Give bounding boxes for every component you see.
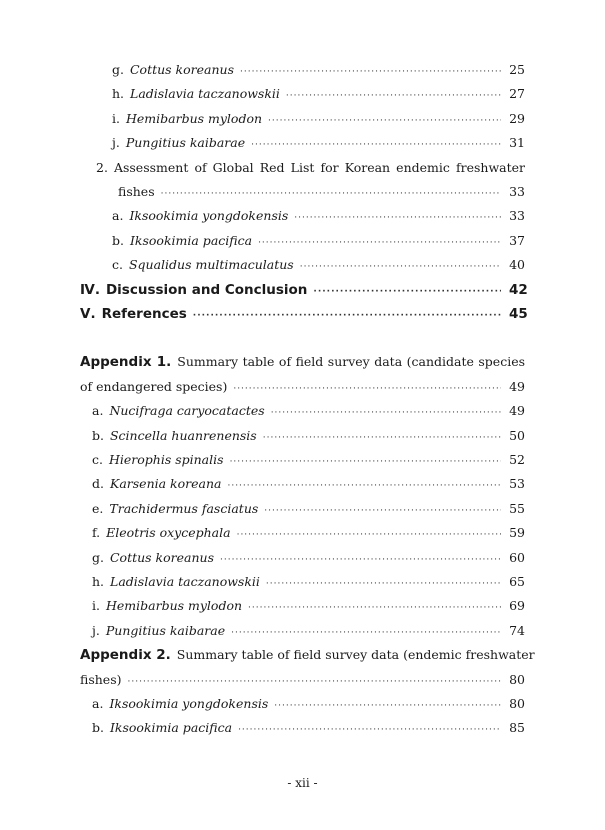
entry-page-number: 31 [509,135,525,151]
entry-title [110,426,257,446]
dot-leader [248,598,501,618]
entry-marker: e. [92,500,104,516]
entry-title [109,450,224,470]
entry-title-text: Pungitius kaibarae [105,622,226,638]
toc-entry[interactable] [92,450,525,470]
entry-title-text: Nucifraga caryocatactes [109,403,265,419]
entry-title-text: Cottus koreanus [109,549,215,565]
dot-leader [274,696,501,716]
appendix-heading-line1[interactable] [80,352,525,372]
entry-title [130,84,280,104]
entry-page-number: 49 [509,378,525,394]
entry-title [129,255,294,275]
entry-title [109,401,264,421]
entry-page-number: 25 [509,62,525,77]
entry-marker: b. [92,720,104,736]
dot-leader [266,574,501,594]
appendix-heading-line1[interactable] [80,645,535,665]
entry-title [106,280,307,300]
toc-entry[interactable] [92,621,525,641]
toc-entry[interactable] [112,60,525,80]
toc-entry[interactable] [112,206,525,226]
toc-entry-line1[interactable] [96,158,525,178]
entry-title [110,572,260,592]
entry-title [110,548,214,568]
toc-entry[interactable] [80,280,528,300]
entry-title [129,206,288,226]
dot-leader [264,501,501,521]
appendix-label: Appendix 1. [80,354,172,371]
dot-leader [271,403,501,423]
entry-marker: i. [92,598,100,614]
entry-marker: h. [92,574,105,589]
entry-page-number: 52 [509,452,525,467]
entry-page-number: 45 [509,306,528,322]
entry-marker: j. [92,622,100,638]
entry-title-text: Hemibarbus mylodon [125,110,263,126]
entry-title-text: Pungitius kaibarae [125,135,246,151]
entry-page-number: 55 [509,500,525,516]
entry-page-number: 80 [509,696,525,711]
entry-title [130,231,252,251]
dot-leader [286,86,501,106]
entry-marker: d. [92,476,104,492]
entry-page-number: 33 [509,208,525,224]
dot-leader [268,111,501,131]
dot-leader [220,550,501,570]
appendix-title-cont: of endangered species) [80,378,228,394]
entry-marker: Ⅴ. [80,306,96,322]
dot-leader [294,208,501,228]
entry-marker: g. [92,549,104,565]
dot-leader [128,672,502,692]
entry-page-number: 59 [509,525,525,541]
entry-page-number: 50 [509,427,525,443]
appendix-title-cont: fishes) [80,671,122,687]
entry-page-number: 27 [509,86,525,102]
entry-title-text: Iksookimia yongdokensis [109,696,269,711]
entry-page-number: 85 [509,720,525,736]
entry-marker: 2. [96,159,108,175]
toc-entry[interactable] [112,255,525,275]
entry-page-number: 29 [509,110,525,126]
dot-leader [240,62,501,82]
appendix-heading-line2[interactable] [80,670,525,690]
entry-page-number: 40 [509,257,525,273]
entry-marker: h. [112,86,125,102]
toc-entry[interactable] [112,109,525,129]
entry-marker: f. [92,525,101,541]
entry-title [126,133,245,153]
dot-leader [193,306,501,326]
dot-leader [300,257,501,277]
entry-title-text: Assessment of Global Red List for Korean endemic freshwater [113,159,525,175]
entry-title-text: Squalidus multimaculatus [128,257,294,273]
toc-entry[interactable] [92,401,525,421]
toc-entry[interactable] [92,523,525,543]
entry-title [106,523,230,543]
entry-page-number: 65 [509,574,525,589]
entry-title-text: Eleotris oxycephala [106,525,231,541]
entry-title-text: Discussion and Conclusion [105,281,308,298]
entry-page-number: 37 [509,232,525,248]
entry-page-number: 33 [509,184,525,199]
toc-entry[interactable] [92,572,525,592]
entry-title [106,596,242,616]
entry-title-text: Iksookimia pacifica [109,720,233,736]
entry-marker: b. [92,427,104,443]
dot-leader [161,184,501,204]
dot-leader [238,720,501,740]
appendix-title: Summary table of field survey data (endemic freshwater [176,647,535,663]
toc-entry[interactable] [80,304,528,324]
entry-marker: Ⅳ. [80,281,100,298]
entry-marker: i. [112,110,120,126]
entry-title-text: Iksookimia yongdokensis [129,208,289,224]
entry-marker: a. [92,696,104,711]
entry-title-text: References [101,306,187,322]
toc-entry[interactable] [112,133,525,153]
toc-entry[interactable] [112,84,525,104]
entry-title [102,304,187,324]
entry-title-text: Cottus koreanus [129,62,235,77]
entry-title-text: Karsenia koreana [109,476,222,492]
entry-title [110,474,221,494]
dot-leader [227,476,501,496]
entry-title-text: Ladislavia taczanowskii [130,86,280,102]
toc-entry-line2[interactable] [118,182,525,202]
dot-leader [231,623,501,643]
entry-title-text: Scincella huanrenensis [109,427,257,443]
entry-page-number: 60 [509,549,525,565]
entry-marker: c. [112,257,123,273]
dot-leader [263,428,501,448]
toc-entry[interactable] [92,426,525,446]
dot-leader [313,282,501,302]
page-number: - xii - [287,776,318,790]
entry-title [106,621,225,641]
entry-marker: g. [112,62,124,77]
entry-page-number: 53 [509,476,525,492]
appendix-label: Appendix 2. [80,647,171,664]
entry-title [126,109,262,129]
toc-entry[interactable] [112,231,525,251]
entry-title [109,694,268,714]
toc-entry[interactable] [92,596,525,616]
entry-marker: b. [112,232,124,248]
toc-entry[interactable] [92,718,525,738]
entry-page-number: 69 [509,598,525,614]
appendix-heading-line2[interactable] [80,377,525,397]
entry-title [109,499,258,519]
entry-title [110,718,232,738]
entry-title-text: Hemibarbus mylodon [105,598,243,614]
entry-marker: a. [92,403,104,419]
entry-title-text: fishes [118,184,155,199]
dot-leader [258,233,501,253]
entry-title-text: Ladislavia taczanowskii [110,574,260,589]
appendix-title: Summary table of field survey data (candidate species [177,354,526,370]
entry-page-number: 42 [509,281,528,298]
entry-page-number: 49 [509,403,525,419]
toc-entry[interactable] [92,499,525,519]
entry-marker: j. [112,135,120,151]
entry-marker: a. [112,208,124,224]
toc-entry[interactable] [92,474,525,494]
toc-entry[interactable] [92,548,525,568]
entry-title [130,60,234,80]
entry-page-number: 80 [509,671,525,687]
entry-title-text: Iksookimia pacifica [129,232,253,248]
toc-entry[interactable] [92,694,525,714]
dot-leader [237,525,501,545]
dot-leader [233,379,501,399]
dot-leader [251,135,501,155]
entry-marker: c. [92,452,103,467]
entry-page-number: 74 [509,622,525,638]
entry-title-text: Trachidermus fasciatus [109,500,259,516]
entry-title-text: Hierophis spinalis [108,452,224,467]
dot-leader [230,452,501,472]
